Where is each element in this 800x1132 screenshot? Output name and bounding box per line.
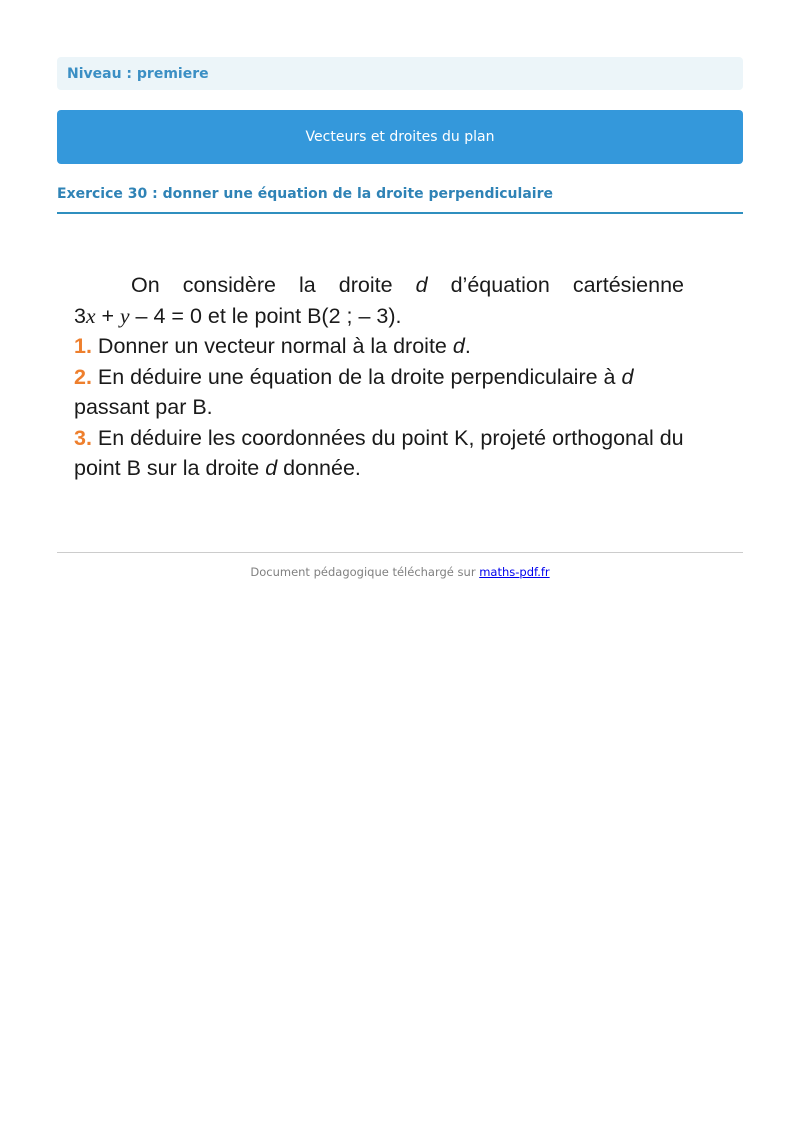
question-2-end: passant par B.: [74, 395, 213, 419]
question-3: [74, 423, 684, 484]
question-2: [74, 362, 684, 423]
question-3-end: donnée.: [277, 456, 361, 480]
statement-equation-line: [74, 301, 684, 332]
equation-coef: 3: [74, 303, 86, 328]
exercise-title: Exercice 30 : donner une équation de la droite perpendiculaire: [57, 186, 743, 214]
question-1-d: d: [452, 334, 465, 358]
exercise-statement: [74, 270, 684, 484]
level-label: Niveau : premiere: [67, 65, 209, 82]
question-2-d: d: [621, 364, 634, 389]
level-box: [57, 57, 743, 90]
question-3-text: En déduire les coordonnées du point K, projeté orthogonal du point B sur la droite: [74, 425, 684, 480]
intro-text-2: d’équation cartésienne: [427, 273, 685, 297]
statement-intro-line: [74, 270, 684, 301]
equation-plus: +: [95, 303, 121, 328]
question-1: [74, 331, 684, 362]
intro-text: On considère la droite: [131, 273, 416, 297]
equation-y: y: [120, 303, 130, 328]
chapter-title: Vecteurs et droites du plan: [305, 129, 495, 145]
line-d-symbol: d: [415, 273, 428, 297]
question-2-text: En déduire une équation de la droite perpendiculaire à: [91, 364, 622, 389]
footer-text: Document pédagogique téléchargé sur: [250, 565, 480, 579]
footer-divider: [57, 552, 743, 553]
chapter-banner: [57, 110, 743, 164]
equation-rest: – 4 = 0: [129, 303, 202, 328]
question-3-d: d: [265, 456, 278, 480]
question-1-number: 1.: [74, 334, 92, 358]
question-1-text: Donner un vecteur normal à la droite: [91, 334, 453, 358]
question-3-number: 3.: [74, 425, 92, 450]
question-1-end: .: [464, 334, 471, 358]
question-2-number: 2.: [74, 364, 92, 389]
footer-link[interactable]: maths-pdf.fr: [479, 565, 550, 579]
point-b-text: et le point B(2 ; – 3).: [201, 303, 402, 328]
footer: [57, 565, 743, 579]
equation-x: x: [85, 303, 96, 328]
